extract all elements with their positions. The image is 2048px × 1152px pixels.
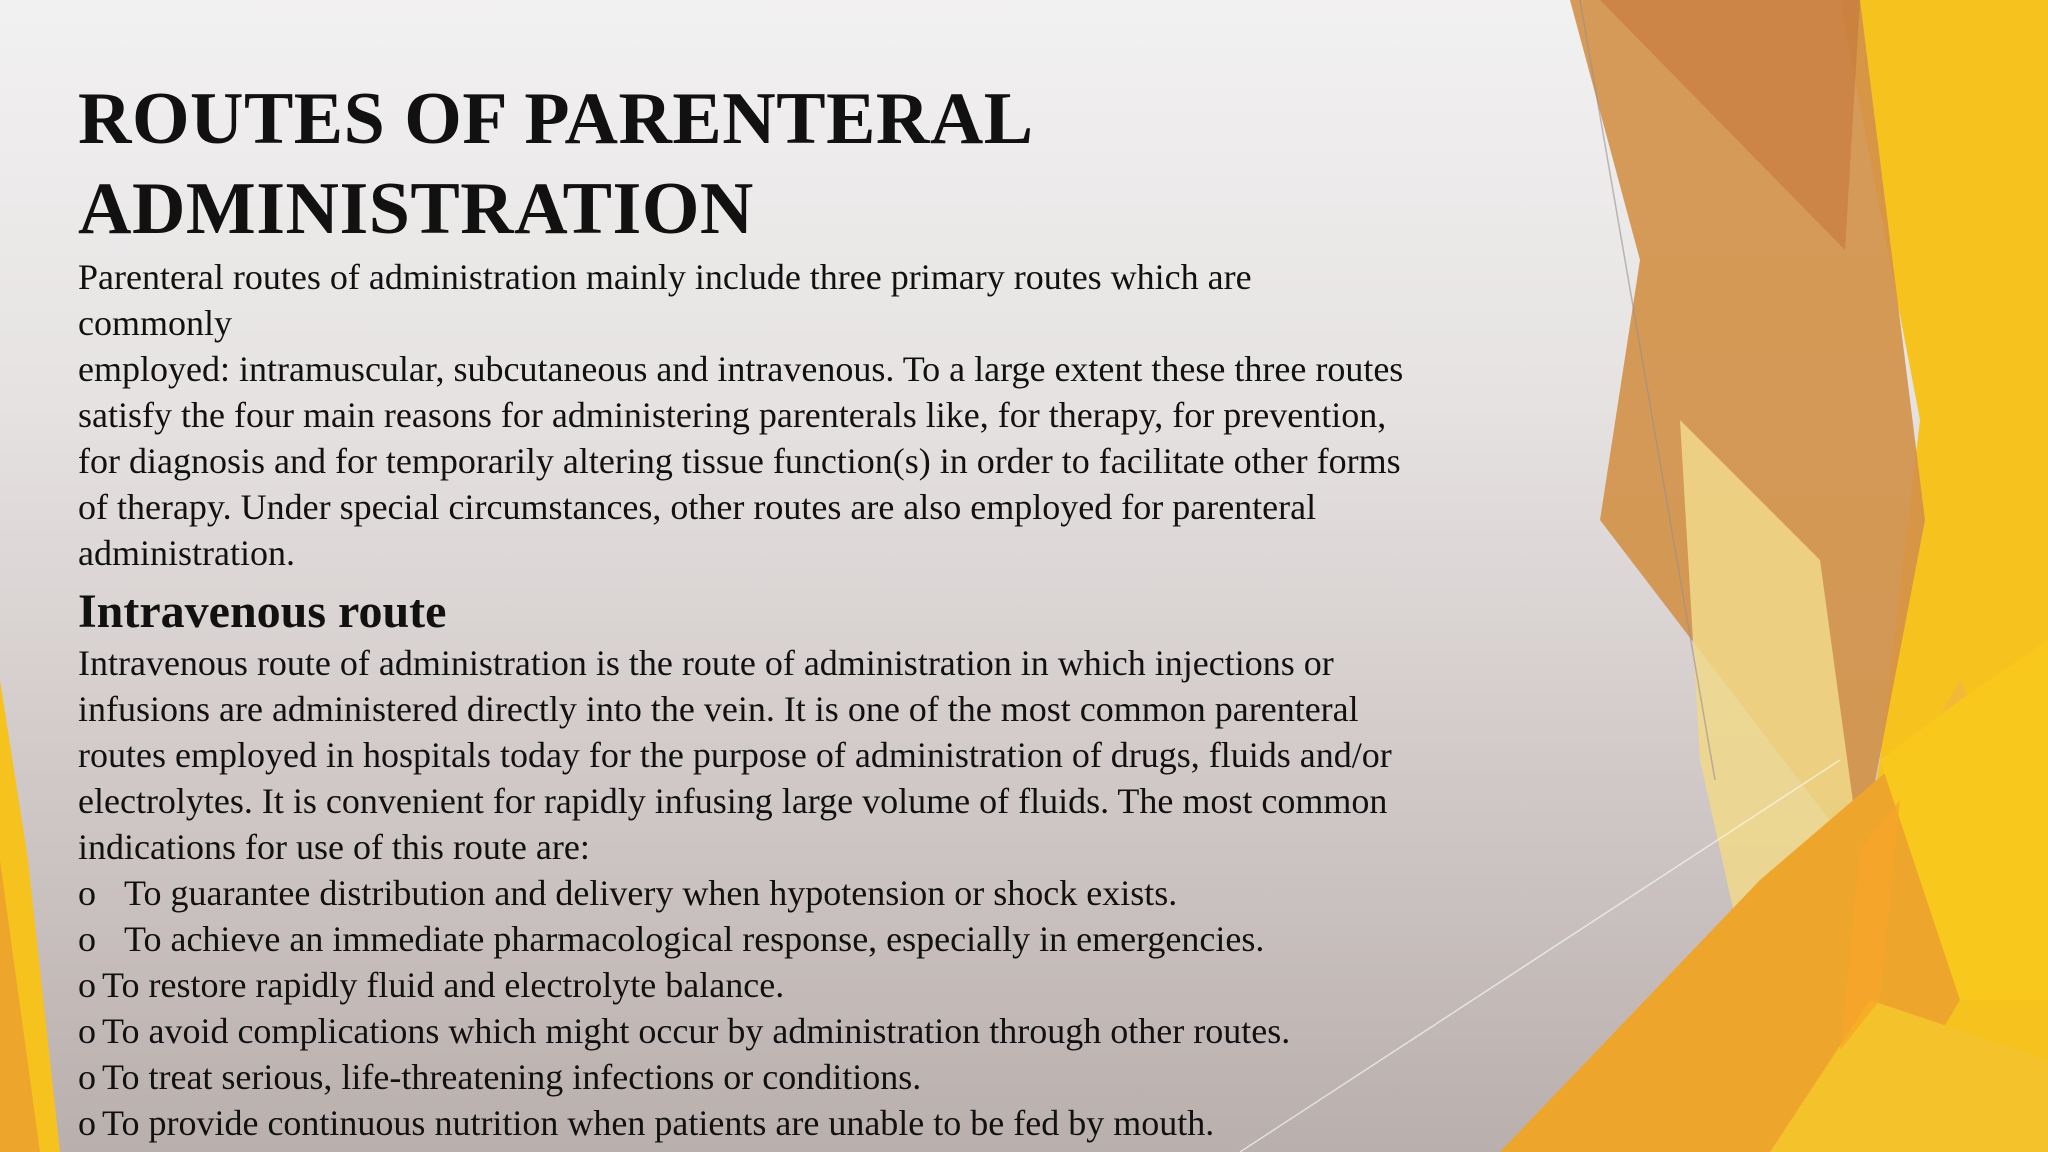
- list-item-text: To achieve an immediate pharmacological response, especially in emergencies.: [124, 919, 1265, 959]
- list-item: [78, 962, 1528, 1008]
- intro-line: for diagnosis and for temporarily altering tissue function(s) in order to facilitate other forms: [78, 441, 1401, 481]
- list-item-text: To restore rapidly fluid and electrolyte balance.: [102, 965, 785, 1005]
- list-item: [78, 1100, 1528, 1146]
- bullet-marker: o: [78, 1011, 96, 1051]
- iv-paragraph: [78, 640, 1528, 870]
- list-item-text: To treat serious, life-threatening infections or conditions.: [102, 1057, 922, 1097]
- slide-content: [78, 74, 1528, 1146]
- list-item: [78, 1008, 1528, 1054]
- iv-line: routes employed in hospitals today for the purpose of administration of drugs, fluids and/or: [78, 735, 1392, 775]
- list-item-text: To provide continuous nutrition when patients are unable to be fed by mouth.: [102, 1103, 1215, 1143]
- intro-line: satisfy the four main reasons for administering parenterals like, for therapy, for prevention,: [78, 395, 1387, 435]
- intro-line: of therapy. Under special circumstances, other routes are also employed for parenteral: [78, 487, 1317, 527]
- iv-line: electrolytes. It is convenient for rapidly infusing large volume of fluids. The most common: [78, 781, 1388, 821]
- slide-title-line: ADMINISTRATION: [78, 168, 754, 250]
- intro-paragraph: [78, 254, 1528, 576]
- list-item-text: To guarantee distribution and delivery when hypotension or shock exists.: [124, 873, 1178, 913]
- bullet-marker: o: [78, 1057, 96, 1097]
- slide-title: [78, 74, 1528, 254]
- iv-line: Intravenous route of administration is the route of administration in which injections or: [78, 643, 1334, 683]
- bullet-marker: o: [78, 919, 96, 959]
- section-heading: Intravenous route: [78, 585, 447, 638]
- iv-line: indications for use of this route are:: [78, 827, 590, 867]
- intro-line: commonly: [78, 303, 232, 343]
- bullet-marker: o: [78, 965, 96, 1005]
- list-item: [78, 870, 1528, 916]
- intro-line: Parenteral routes of administration mainly include three primary routes which are: [78, 257, 1252, 297]
- bullet-marker: o: [78, 1103, 96, 1143]
- list-item: [78, 1054, 1528, 1100]
- iv-line: infusions are administered directly into the vein. It is one of the most common parenteral: [78, 689, 1359, 729]
- indications-list: [78, 870, 1528, 1146]
- list-item-text: To avoid complications which might occur by administration through other routes.: [102, 1011, 1291, 1051]
- bullet-marker: o: [78, 873, 96, 913]
- slide-title-line: ROUTES OF PARENTERAL: [78, 78, 1034, 160]
- list-item: [78, 916, 1528, 962]
- intro-line: administration.: [78, 533, 295, 573]
- intro-line: employed: intramuscular, subcutaneous and intravenous. To a large extent these three routes: [78, 349, 1404, 389]
